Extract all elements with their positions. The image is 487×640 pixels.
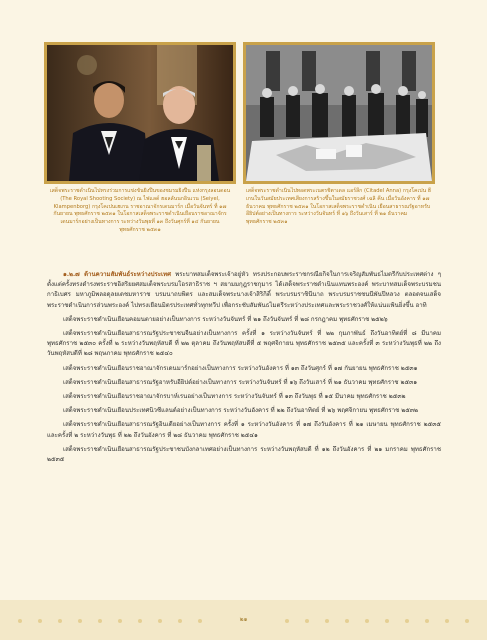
photo-right bbox=[243, 42, 435, 184]
photo-right-image bbox=[246, 45, 432, 181]
visit-paragraph: เสด็จพระราชดำเนินเยือนสาธารณรัฐประชาชนบังกลาเทศอย่างเป็นทางการ ระหว่างวันพฤหัสบดี ที่ ๑๒ ถึงวันอังคาร ที่ ๒๑ มกราคม พุทธศักราช ๒๕๓๕ bbox=[47, 445, 441, 464]
photo-left bbox=[44, 42, 236, 184]
visit-paragraph: เสด็จพระราชดำเนินเยือนสาธารณรัฐอินเดียอย่างเป็นทางการ ครั้งที่ ๑ ระหว่างวันอังคาร ที่ ๑๗ ถึงวันอังคาร ที่ ๒๑ เมษายน พุทธศักราช ๒๕๓๕ และครั้งที่ ๒ ระหว่างวันพุธ ที่ ๒๒ ถึงวันอังคาร ที่ ๒๘ ธันวาคม พุทธศักราช ๒๕๔๑ bbox=[47, 421, 441, 439]
page-number: ๒๑ bbox=[239, 616, 248, 623]
visit-paragraph: เสด็จพระราชดำเนินเยือนประเทศนิวซีแลนด์อย่างเป็นทางการ ระหว่างวันอังคาร ที่ ๒๒ ถึงวันอาทิตย์ ที่ ๒๖ พฤศจิกายน พุทธศักราช ๒๕๓๒ bbox=[63, 407, 419, 415]
main-text bbox=[47, 270, 441, 469]
visit-paragraph: เสด็จพระราชดำเนินเยือนราชอาณาจักรบาห์เรนอย่างเป็นทางการ ระหว่างวันจันทร์ ที่ ๑๓ ถึงวันพุธ ที่ ๑๕ มีนาคม พุทธศักราช ๒๕๓๒ bbox=[63, 393, 406, 401]
visit-paragraph: เสด็จพระราชดำเนินเยือนราชอาณาจักรเดนมาร์กอย่างเป็นทางการ ระหว่างวันอังคาร ที่ ๑๓ ถึงวันศุกร์ ที่ ๑๗ กันยายน พุทธศักราช ๒๕๓๑ bbox=[63, 364, 418, 372]
visit-paragraph: เสด็จพระราชดำเนินเยือนสาธารณรัฐอาหรับอียิปต์อย่างเป็นทางการ ระหว่างวันจันทร์ ที่ ๑๖ ถึงวันเสาร์ ที่ ๒๑ ธันวาคม พุทธศักราช ๒๕๓๑ bbox=[63, 378, 418, 386]
section-title: ๑.๒.๗ ด้านความสัมพันธ์ระหว่างประเทศ bbox=[63, 271, 171, 278]
visit-paragraph: เสด็จพระราชดำเนินเยือนคอมนตายอย่างเป็นทางการ ระหว่างวันจันทร์ ที่ ๒๑ ถึงวันจันทร์ ที่ ๒๘ กรกฎาคม พุทธศักราช ๒๕๒๖ bbox=[63, 315, 388, 323]
photo-left-caption: เสด็จพระราชดำเนินไปทรงร่วมการแข่งขันยิงปืนของชมรมยิงปืน แห่งกรุงลอนดอน (The Royal Shooting Society) ณ ไฟแลด์ ฮอลลันนกอินเวน (Seiyel, Klampenborg) กรุงโคเปนเฮเกน ราชอาณาจักรเดนมาร์ก เมื่อวันจันทร์ ที่ ๑๗ กันยายน พุทธศักราช ๒๕๓๑ ในโอกาสเสด็จพระราชดำเนินเยือนราชอาณาจักรเดนมาร์กอย่างเป็นทางการ ระหว่างวันพุธที่ ๑๓ ถึงวันศุกร์ที่ ๑๔ กันยายน พุทธศักราช ๒๕๓๑ bbox=[49, 188, 231, 233]
section-intro-paragraph bbox=[47, 270, 441, 311]
photo-right-caption: เสด็จพระราชดำเนินไปทอดพระเนตรชิตาเดล แอร์ลีก (Citadel Anna) กรุงโคเปน ฮีเกนในวันสมัยประเทศเสียงการสร้างขึ้นในสมัยราชวงศ์ เฉลิ คีน เมื่อวันอังคาร ที่ ๑๗ ธันวาคม พุทธศักราช ๒๕๓๑ ในโอกาสเสด็จพระราชดำเนิน เยือนสาธารณรัฐอาหรับอียิปต์อย่างเป็นทางการ ระหว่างวันจันทร์ ที่ ๑๖ ถึงวันเสาร์ ที่ ๒๑ ธันวาคม พุทธศักราช ๒๕๓๑ bbox=[246, 188, 431, 226]
visit-paragraph: เสด็จพระราชดำเนินเยือนสาธารณรัฐประชาชนจีนอย่างเป็นทางการ ครั้งที่ ๑ ระหว่างวันจันทร์ ที่ ๒๒ กุมภาพันธ์ ถึงวันอาทิตย์ที่ ๘ มีนาคม พุทธศักราช ๒๕๓๐ ครั้งที่ ๒ ระหว่างวันพฤหัสบดี ที่ ๒๒ ตุลาคม ถึงวันพฤหัสบดีที่ ๕ พฤศจิกายน พุทธศักราช ๒๕๓๕ และครั้งที่ ๓ ระหว่างวันพุธที่ ๒๒ ถึงวันพฤหัสบดีที่ ๒๘ พฤษภาคม พุทธศักราช ๒๕๔๐ bbox=[47, 330, 441, 358]
section-intro-text: พระบาทสมเด็จพระเจ้าอยู่หัว ทรงประกอบพระราชกรณียกิจในการเจริญสัมพันธไมตรีกับประเทศต่าง ๆ ตั้งแต่ครั้งทรงดำรงพระราชอิสริยยศสมเด็จพระบรมโอรสาธิราช ฯ สยามมกุฎราชกุมาร ได้เสด็จพระราชดำเนินแทนพระองค์ พระบาทสมเด็จพระบรมชนกาธิเบศร มหาภูมิพลอดุลยเดชมหาราช บรมนาถบพิตร และสมเด็จพระนางเจ้าสิริกิติ์ พระบรมราชินีนาถ พระบรมราชชนนีพันปีหลวง ตลอดจนเสด็จพระราชดำเนินการส่วนพระองค์ ไปทรงเยือนมิตรประเทศทั่วทุกทวีป เพื่อกระชับสัมพันธไมตรีระหว่างประเทศและพระราชวงศ์ให้แน่นแฟ้นยิ่งขึ้น อาทิ bbox=[47, 271, 442, 309]
photo-left-image bbox=[47, 45, 233, 181]
